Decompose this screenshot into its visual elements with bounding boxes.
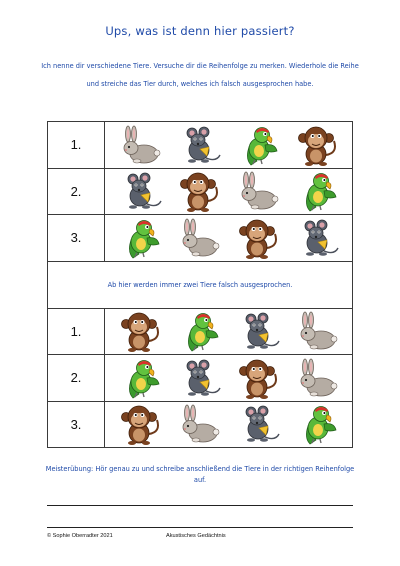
- row-number: 3.: [48, 401, 105, 448]
- mouse-icon: [235, 402, 281, 446]
- parrot-icon: [117, 216, 163, 260]
- parrot-icon: [294, 169, 340, 213]
- sequence-row: [48, 168, 353, 215]
- mouse-icon: [235, 309, 281, 353]
- parrot-icon: [235, 123, 281, 167]
- animal-sequence: [105, 308, 353, 355]
- animal-sequence: [105, 401, 353, 448]
- row-number: 2.: [48, 355, 105, 402]
- rabbit-icon: [176, 402, 222, 446]
- note-text: Ab hier werden immer zwei Tiere falsch ausgesprochen.: [48, 261, 353, 308]
- row-number: 1.: [48, 308, 105, 355]
- footer-rule: [47, 527, 353, 528]
- rabbit-icon: [294, 309, 340, 353]
- sequence-row: [48, 308, 353, 355]
- mouse-icon: [117, 169, 163, 213]
- monkey-icon: [235, 356, 281, 400]
- rabbit-icon: [117, 123, 163, 167]
- animal-sequence-table: [47, 121, 353, 448]
- row-number: 1.: [48, 122, 105, 169]
- master-exercise-text: Meisterübung: Hör genau zu und schreibe anschließend die Tiere in der richtigen Reihenfolge auf.: [45, 465, 355, 484]
- animal-sequence: [105, 215, 353, 262]
- sequence-row: [48, 215, 353, 262]
- rabbit-icon: [176, 216, 222, 260]
- row-number: 3.: [48, 215, 105, 262]
- footer-topic: Akustisches Gedächtnis: [166, 533, 226, 539]
- rabbit-icon: [235, 169, 281, 213]
- row-number: 2.: [48, 168, 105, 215]
- sequence-row: [48, 355, 353, 402]
- note-row: [48, 261, 353, 308]
- parrot-icon: [294, 402, 340, 446]
- monkey-icon: [117, 309, 163, 353]
- mouse-icon: [294, 216, 340, 260]
- animal-sequence: [105, 122, 353, 169]
- page-title: Ups, was ist denn hier passiert?: [105, 24, 295, 38]
- mouse-icon: [176, 123, 222, 167]
- monkey-icon: [294, 123, 340, 167]
- animal-sequence: [105, 168, 353, 215]
- mouse-icon: [176, 356, 222, 400]
- parrot-icon: [117, 356, 163, 400]
- parrot-icon: [176, 309, 222, 353]
- monkey-icon: [235, 216, 281, 260]
- monkey-icon: [176, 169, 222, 213]
- writing-line: [47, 505, 353, 506]
- sequence-row: [48, 401, 353, 448]
- animal-sequence: [105, 355, 353, 402]
- footer-copyright: © Sophie Oberradter 2021: [47, 533, 113, 539]
- rabbit-icon: [294, 356, 340, 400]
- monkey-icon: [117, 402, 163, 446]
- instructions: Ich nenne dir verschiedene Tiere. Versuche dir die Reihenfolge zu merken. Wiederhole die Reihe und streiche das Tier durch, welches ich falsch ausgesprochen habe.: [41, 62, 359, 88]
- sequence-row: [48, 122, 353, 169]
